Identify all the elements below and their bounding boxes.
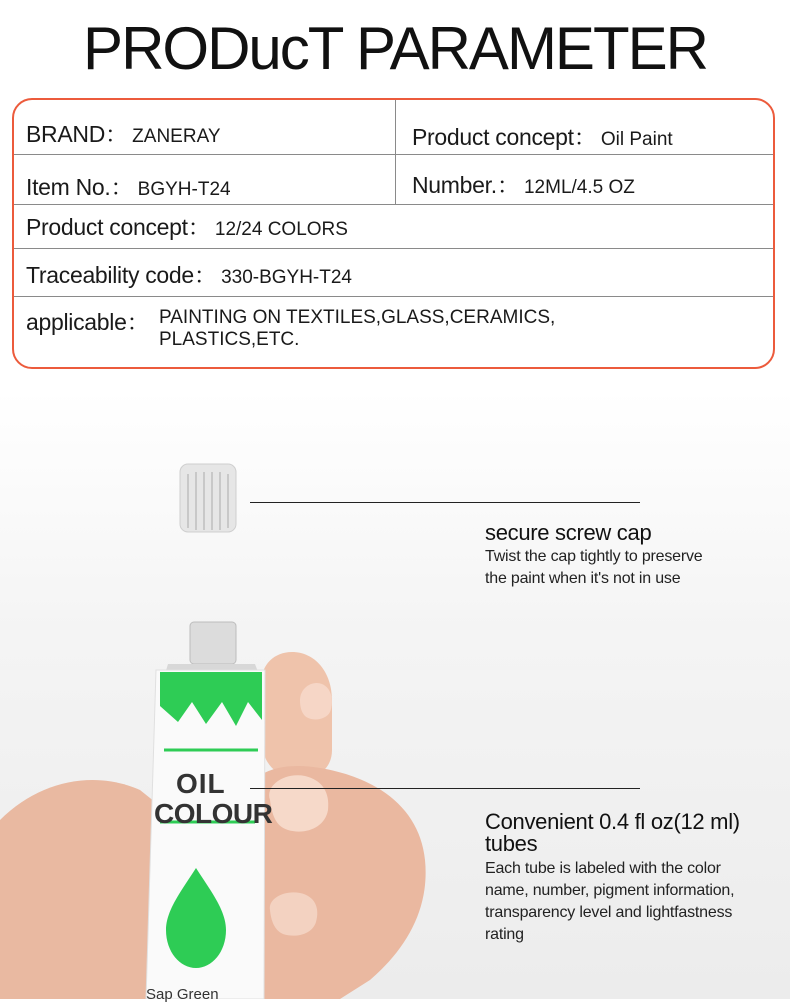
product-concept-label: Product concept： (412, 124, 597, 150)
tube-neck (190, 622, 236, 664)
applicable-value-line2: PLASTICS,ETC. (159, 329, 300, 350)
tube-callout-desc-line1: Each tube is labeled with the color (485, 860, 721, 877)
brand-row (26, 116, 221, 149)
upper-fingernail (300, 683, 332, 720)
tube-label-oil: OIL (176, 768, 226, 799)
product-photo (0, 390, 790, 1003)
cap-callout-line (250, 502, 640, 503)
item-no-label: Item No.： (26, 174, 134, 200)
table-divider (14, 204, 773, 205)
table-divider (14, 154, 773, 155)
colors-value: 12/24 COLORS (214, 219, 348, 240)
item-no-value: BGYH-T24 (137, 179, 231, 200)
colors-row (26, 209, 348, 242)
number-row (412, 167, 635, 200)
product-concept-value: Oil Paint (600, 129, 673, 150)
applicable-value-line1: PAINTING ON TEXTILES,GLASS,CERAMICS, (159, 307, 556, 328)
tube-label-colour: COLOUR (154, 798, 273, 829)
page-title: PRODucT PARAMETER (83, 15, 707, 82)
colors-label: Product concept： (26, 214, 211, 240)
number-value: 12ML/4.5 OZ (523, 177, 635, 198)
tube-color-name: Sap Green (146, 986, 219, 1003)
brand-label: BRAND： (26, 121, 128, 147)
traceability-value: 330-BGYH-T24 (221, 267, 353, 288)
brand-value: ZANERAY (132, 126, 221, 147)
tube-callout-title-line2: tubes (485, 831, 538, 856)
item-no-row (26, 169, 231, 202)
traceability-label: Traceability code： (26, 262, 217, 288)
cap-callout-title: secure screw cap (485, 520, 652, 545)
table-column-divider (395, 100, 396, 204)
traceability-row (26, 257, 352, 290)
thumbnail (269, 775, 328, 831)
applicable-row (26, 304, 149, 337)
tube-callout-title-line1: Convenient 0.4 fl oz(12 ml) (485, 809, 740, 834)
product-concept-row (412, 119, 673, 152)
product-parameter-table (12, 98, 775, 369)
applicable-label: applicable： (26, 309, 150, 335)
tube-callout-line (250, 788, 640, 789)
tube-callout-desc-line4: rating (485, 926, 524, 943)
table-divider (14, 248, 773, 249)
tube-callout-desc-line3: transparency level and lightfastness (485, 904, 733, 921)
tube-callout-desc-line2: name, number, pigment information, (485, 882, 735, 899)
table-divider (14, 296, 773, 297)
fingernail (270, 892, 317, 935)
cap-callout-desc-line2: the paint when it's not in use (485, 570, 681, 587)
number-label: Number.： (412, 172, 520, 198)
cap-callout-desc-line1: Twist the cap tightly to preserve (485, 548, 703, 565)
